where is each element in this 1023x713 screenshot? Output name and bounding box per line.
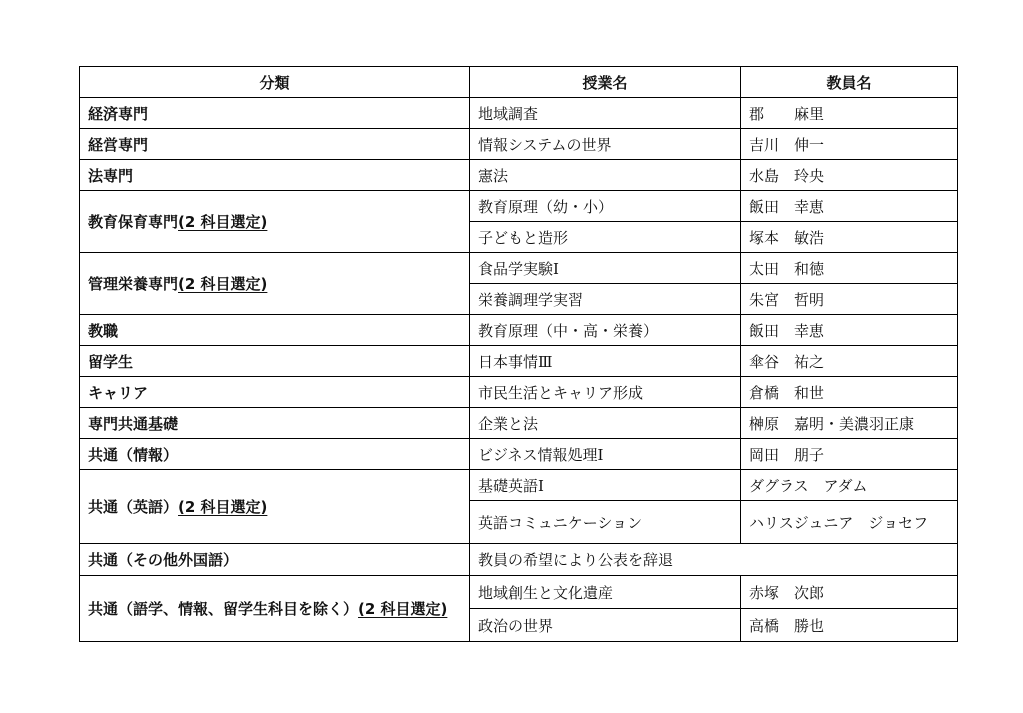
selection-note: (2 科目選定): [178, 275, 268, 293]
header-teacher: 教員名: [741, 67, 958, 98]
header-row: [80, 67, 958, 98]
category-cell: 専門共通基礎: [80, 408, 470, 439]
selection-note: (2 科目選定): [358, 600, 448, 618]
table-row: [80, 377, 958, 408]
course-table: [79, 66, 958, 642]
course-cell: 企業と法: [470, 408, 741, 439]
withdrawal-note: 教員の希望により公表を辞退: [470, 544, 958, 576]
table-row: [80, 346, 958, 377]
category-label: 管理栄養専門: [88, 275, 179, 293]
course-cell: 地域創生と文化遺産: [470, 576, 741, 609]
category-cell: 教職: [80, 315, 470, 346]
course-cell: 市民生活とキャリア形成: [470, 377, 741, 408]
table-row: [80, 191, 958, 222]
teacher-cell: 郡 麻里: [741, 98, 958, 129]
selection-note: (2 科目選定): [178, 498, 268, 516]
course-cell: 情報システムの世界: [470, 129, 741, 160]
table-row: [80, 576, 958, 609]
teacher-cell: 飯田 幸恵: [741, 191, 958, 222]
teacher-cell: 倉橋 和世: [741, 377, 958, 408]
category-label: 共通（英語）: [88, 498, 179, 516]
course-cell: 子どもと造形: [470, 222, 741, 253]
category-cell: [80, 576, 470, 642]
category-cell: 共通（その他外国語）: [80, 544, 470, 576]
table-row: [80, 129, 958, 160]
table-row: [80, 439, 958, 470]
course-cell: 英語コミュニケーション: [470, 501, 741, 544]
category-cell: 経営専門: [80, 129, 470, 160]
course-cell: 日本事情Ⅲ: [470, 346, 741, 377]
teacher-cell: 朱宮 哲明: [741, 284, 958, 315]
teacher-cell: 岡田 朋子: [741, 439, 958, 470]
course-cell: 栄養調理学実習: [470, 284, 741, 315]
teacher-cell: 傘谷 祐之: [741, 346, 958, 377]
teacher-cell: ダグラス アダム: [741, 470, 958, 501]
course-cell: 教育原理（中・高・栄養）: [470, 315, 741, 346]
table-row: [80, 160, 958, 191]
teacher-cell: 赤塚 次郎: [741, 576, 958, 609]
teacher-cell: ハリスジュニア ジョセフ: [741, 501, 958, 544]
course-cell: 食品学実験Ⅰ: [470, 253, 741, 284]
category-cell: [80, 191, 470, 253]
course-cell: 憲法: [470, 160, 741, 191]
course-cell: 地域調査: [470, 98, 741, 129]
teacher-cell: 水島 玲央: [741, 160, 958, 191]
teacher-cell: 太田 和徳: [741, 253, 958, 284]
course-cell: ビジネス情報処理Ⅰ: [470, 439, 741, 470]
category-label: 共通（語学、情報、留学生科目を除く）: [88, 600, 359, 618]
teacher-cell: 高橋 勝也: [741, 609, 958, 642]
teacher-cell: 榊原 嘉明・美濃羽正康: [741, 408, 958, 439]
table-row: [80, 408, 958, 439]
category-cell: [80, 253, 470, 315]
category-cell: 留学生: [80, 346, 470, 377]
teacher-cell: 飯田 幸恵: [741, 315, 958, 346]
course-cell: 基礎英語Ⅰ: [470, 470, 741, 501]
course-cell: 教育原理（幼・小）: [470, 191, 741, 222]
table-row: [80, 315, 958, 346]
table-row: [80, 98, 958, 129]
teacher-cell: 塚本 敏浩: [741, 222, 958, 253]
category-label: 教育保育専門: [88, 213, 179, 231]
header-category: 分類: [80, 67, 470, 98]
table-row: [80, 544, 958, 576]
header-course: 授業名: [470, 67, 741, 98]
table-row: [80, 470, 958, 501]
category-cell: 共通（情報）: [80, 439, 470, 470]
table-row: [80, 253, 958, 284]
category-cell: 法専門: [80, 160, 470, 191]
teacher-cell: 吉川 伸一: [741, 129, 958, 160]
selection-note: (2 科目選定): [178, 213, 268, 231]
category-cell: キャリア: [80, 377, 470, 408]
category-cell: [80, 470, 470, 544]
category-cell: 経済専門: [80, 98, 470, 129]
course-cell: 政治の世界: [470, 609, 741, 642]
